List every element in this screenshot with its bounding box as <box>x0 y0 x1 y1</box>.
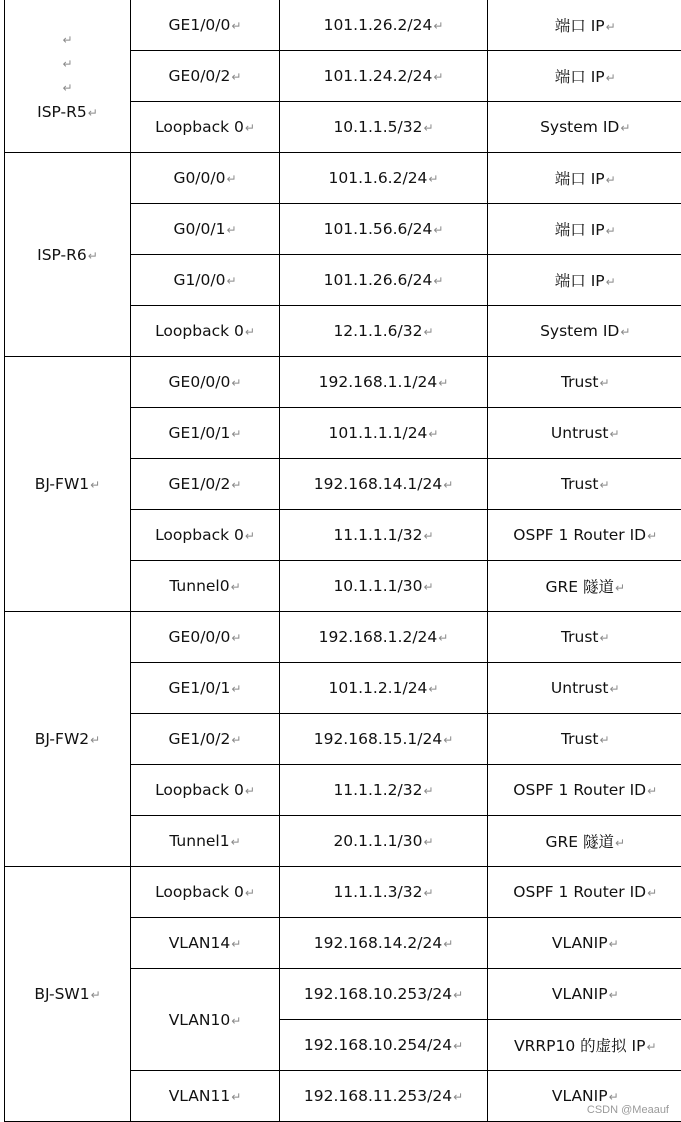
ip-cell: 10.1.1.5/32↵ <box>280 102 488 153</box>
table-row <box>5 153 681 204</box>
description-cell: GRE 隧道↵ <box>488 561 681 612</box>
ip-cell: 192.168.14.1/24↵ <box>280 459 488 510</box>
description-cell: 端口 IP↵ <box>488 51 681 102</box>
ip-cell: 11.1.1.3/32↵ <box>280 867 488 918</box>
device-cell: BJ-FW2↵ <box>5 612 131 867</box>
device-name: ISP-R6 <box>37 246 87 264</box>
return-mark: ↵ <box>62 31 72 49</box>
ip-cell: 101.1.26.2/24↵ <box>280 0 488 51</box>
device-name: ISP-R5 <box>37 103 87 121</box>
ip-cell: 10.1.1.1/30↵ <box>280 561 488 612</box>
description-cell: GRE 隧道↵ <box>488 816 681 867</box>
ip-cell: 11.1.1.2/32↵ <box>280 765 488 816</box>
interface-cell: GE1/0/0↵ <box>131 0 280 51</box>
description-cell: 端口 IP↵ <box>488 153 681 204</box>
ip-cell: 192.168.11.253/24↵ <box>280 1071 488 1122</box>
description-cell: Trust↵ <box>488 357 681 408</box>
description-cell: Trust↵ <box>488 714 681 765</box>
return-mark: ↵ <box>88 106 98 120</box>
ip-cell: 101.1.2.1/24↵ <box>280 663 488 714</box>
description-cell: 端口 IP↵ <box>488 0 681 51</box>
device-name: BJ-FW2 <box>35 730 89 748</box>
ip-cell: 101.1.26.6/24↵ <box>280 255 488 306</box>
interface-cell: Loopback 0↵ <box>131 306 280 357</box>
description-cell: System ID↵ <box>488 102 681 153</box>
interface-cell: GE1/0/2↵ <box>131 714 280 765</box>
ip-cell: 192.168.10.254/24↵ <box>280 1020 488 1071</box>
device-name: BJ-FW1 <box>35 475 89 493</box>
description-cell: OSPF 1 Router ID↵ <box>488 510 681 561</box>
description-cell: VLANIP↵ <box>488 918 681 969</box>
return-mark: ↵ <box>62 79 72 97</box>
interface-cell: GE0/0/2↵ <box>131 51 280 102</box>
interface-cell: G0/0/1↵ <box>131 204 280 255</box>
device-cell <box>5 0 131 153</box>
interface-cell: Tunnel0↵ <box>131 561 280 612</box>
interface-cell: Loopback 0↵ <box>131 510 280 561</box>
table-row <box>5 612 681 663</box>
ip-cell: 192.168.1.2/24↵ <box>280 612 488 663</box>
description-cell: Untrust↵ <box>488 663 681 714</box>
interface-cell: GE1/0/1↵ <box>131 663 280 714</box>
interface-cell: VLAN11↵ <box>131 1071 280 1122</box>
description-cell: VRRP10 的虚拟 IP↵ <box>488 1020 681 1071</box>
table-row <box>5 357 681 408</box>
watermark: CSDN @Meaauf <box>587 1104 669 1116</box>
interface-cell: VLAN10↵ <box>131 969 280 1071</box>
ip-cell: 101.1.1.1/24↵ <box>280 408 488 459</box>
description-cell: OSPF 1 Router ID↵ <box>488 765 681 816</box>
description-cell: System ID↵ <box>488 306 681 357</box>
interface-cell: GE1/0/2↵ <box>131 459 280 510</box>
interface-cell: GE1/0/1↵ <box>131 408 280 459</box>
ip-cell: 192.168.14.2/24↵ <box>280 918 488 969</box>
description-cell: OSPF 1 Router ID↵ <box>488 867 681 918</box>
description-cell: Trust↵ <box>488 612 681 663</box>
description-cell: Trust↵ <box>488 459 681 510</box>
interface-cell: GE0/0/0↵ <box>131 612 280 663</box>
table-row <box>5 867 681 918</box>
ip-cell: 101.1.24.2/24↵ <box>280 51 488 102</box>
description-cell: 端口 IP↵ <box>488 204 681 255</box>
device-cell: BJ-SW1↵ <box>5 867 131 1122</box>
ip-cell: 101.1.56.6/24↵ <box>280 204 488 255</box>
table-row <box>5 0 681 51</box>
ip-cell: 192.168.1.1/24↵ <box>280 357 488 408</box>
ip-cell: 192.168.15.1/24↵ <box>280 714 488 765</box>
interface-cell: G1/0/0↵ <box>131 255 280 306</box>
interface-cell: Loopback 0↵ <box>131 867 280 918</box>
return-mark: ↵ <box>62 55 72 73</box>
description-cell: 端口 IP↵ <box>488 255 681 306</box>
interface-address-table <box>4 0 681 1122</box>
device-cell: BJ-FW1↵ <box>5 357 131 612</box>
ip-cell: 11.1.1.1/32↵ <box>280 510 488 561</box>
description-cell: Untrust↵ <box>488 408 681 459</box>
ip-cell: 192.168.10.253/24↵ <box>280 969 488 1020</box>
interface-cell: Loopback 0↵ <box>131 765 280 816</box>
device-name: BJ-SW1 <box>34 985 89 1003</box>
interface-cell: GE0/0/0↵ <box>131 357 280 408</box>
device-cell: ISP-R6↵ <box>5 153 131 357</box>
ip-cell: 20.1.1.1/30↵ <box>280 816 488 867</box>
interface-cell: G0/0/0↵ <box>131 153 280 204</box>
description-cell: VLANIP↵ <box>488 969 681 1020</box>
interface-cell: Loopback 0↵ <box>131 102 280 153</box>
ip-cell: 12.1.1.6/32↵ <box>280 306 488 357</box>
interface-cell: VLAN14↵ <box>131 918 280 969</box>
description-cell: VLANIP↵ <box>488 1071 681 1122</box>
interface-cell: Tunnel1↵ <box>131 816 280 867</box>
ip-cell: 101.1.6.2/24↵ <box>280 153 488 204</box>
